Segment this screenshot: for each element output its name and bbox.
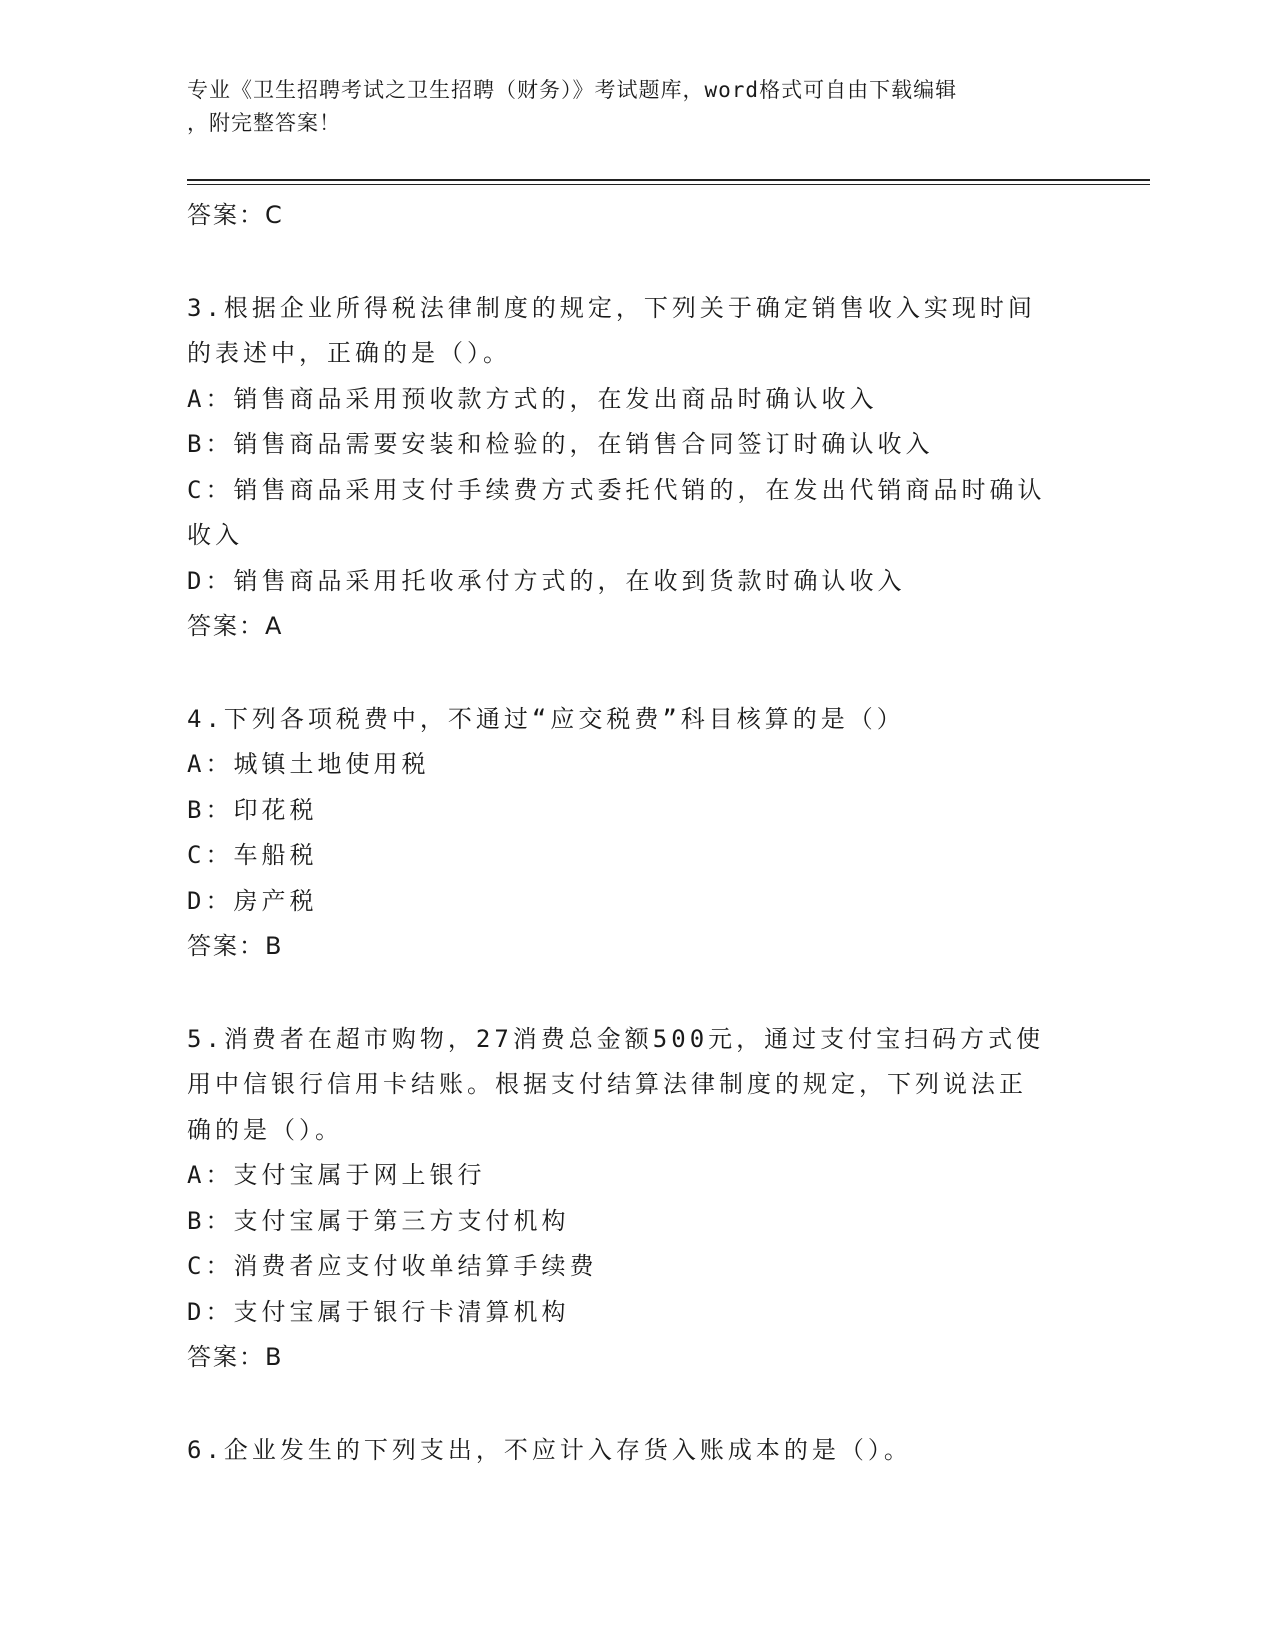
answer-previous: 答案：C — [187, 201, 284, 229]
header-line-2: ，附完整答案！ — [187, 111, 341, 135]
question-stem: 6.企业发生的下列支出，不应计入存货入账成本的是（）。 — [187, 1435, 912, 1464]
spacer — [187, 1381, 1087, 1428]
question-6 — [187, 1428, 1087, 1474]
header-line-1: 专业《卫生招聘考试之卫生招聘（财务）》考试题库，word格式可自由下载编辑 — [187, 78, 958, 102]
answer: 答案：B — [187, 1343, 284, 1371]
option-c: C：消费者应支付收单结算手续费 — [187, 1252, 598, 1280]
question-stem: 的表述中，正确的是（）。 — [187, 339, 511, 367]
answer: 答案：B — [187, 932, 284, 960]
question-stem: 确的是（）。 — [187, 1115, 343, 1144]
spacer — [187, 239, 1087, 286]
option-d: D：支付宝属于银行卡清算机构 — [187, 1297, 570, 1326]
option-d: D：房产税 — [187, 886, 318, 915]
question-4 — [187, 697, 1087, 970]
question-stem: 3.根据企业所得税法律制度的规定，下列关于确定销售收入实现时间 — [187, 293, 1036, 322]
question-stem: 用中信银行信用卡结账。根据支付结算法律制度的规定，下列说法正 — [187, 1070, 1027, 1098]
question-5 — [187, 1017, 1087, 1381]
question-stem: 5.消费者在超市购物，27消费总金额500元，通过支付宝扫码方式使 — [187, 1024, 1045, 1053]
option-c: C：销售商品采用支付手续费方式委托代销的，在发出代销商品时确认 — [187, 475, 1046, 504]
option-b: B：支付宝属于第三方支付机构 — [187, 1206, 570, 1235]
question-3 — [187, 286, 1087, 650]
option-d: D：销售商品采用托收承付方式的，在收到货款时确认收入 — [187, 566, 906, 595]
option-a: A：支付宝属于网上银行 — [187, 1161, 486, 1189]
question-list — [187, 193, 1087, 1473]
header-divider-thin — [187, 184, 1150, 185]
option-a: A：城镇土地使用税 — [187, 750, 430, 778]
spacer — [187, 650, 1087, 697]
option-c: C：车船税 — [187, 841, 318, 869]
option-c-continued: 收入 — [187, 521, 243, 549]
document-header — [187, 74, 1067, 140]
option-b: B：销售商品需要安装和检验的，在销售合同签订时确认收入 — [187, 430, 934, 458]
option-a: A：销售商品采用预收款方式的，在发出商品时确认收入 — [187, 384, 878, 413]
option-b: B：印花税 — [187, 795, 318, 824]
answer: 答案：A — [187, 612, 284, 640]
spacer — [187, 970, 1087, 1017]
question-stem: 4.下列各项税费中，不通过“应交税费”科目核算的是（） — [187, 704, 905, 733]
header-divider-thick — [187, 179, 1150, 181]
